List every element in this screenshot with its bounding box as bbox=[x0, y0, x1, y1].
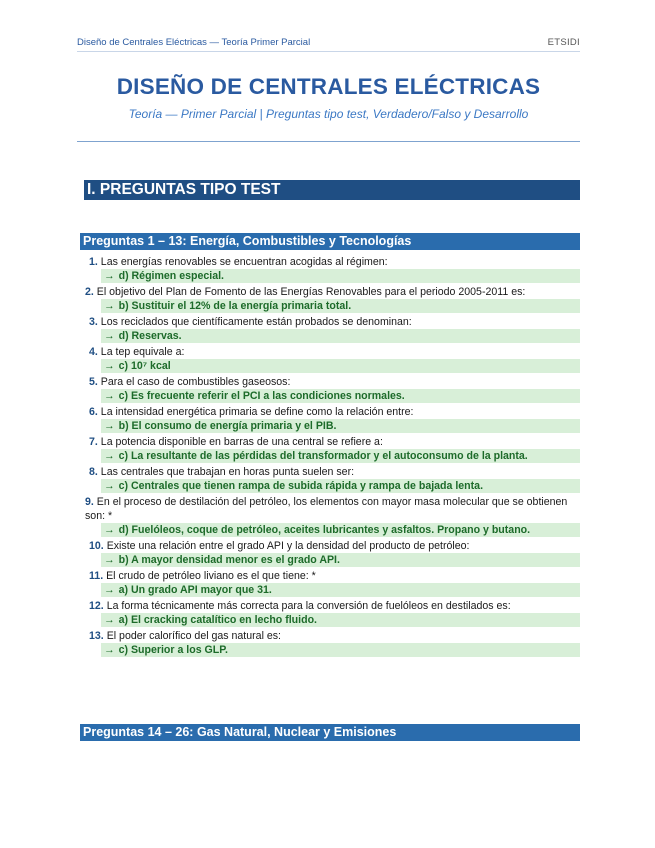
answer-row bbox=[101, 359, 580, 373]
question-text: La intensidad energética primaria se define como la relación entre: bbox=[100, 406, 414, 418]
document-subtitle: Teoría — Primer Parcial | Preguntas tipo test, Verdadero/Falso y Desarrollo bbox=[128, 107, 529, 121]
arrow-icon: → bbox=[104, 360, 115, 372]
answer-row bbox=[101, 419, 580, 433]
answer-row bbox=[101, 269, 580, 283]
answer-row bbox=[101, 583, 580, 597]
question-text: El crudo de petróleo liviano es el que tiene: * bbox=[106, 570, 316, 582]
question-item bbox=[89, 375, 580, 403]
question-text: El poder calorífico del gas natural es: bbox=[106, 630, 281, 642]
answer-text: a) Un grado API mayor que 31. bbox=[118, 584, 272, 596]
answer-row bbox=[101, 553, 580, 567]
arrow-icon: → bbox=[104, 300, 115, 312]
question-text: La potencia disponible en barras de una central se refiere a: bbox=[100, 436, 383, 448]
question-item bbox=[89, 435, 580, 463]
group-heading-2: Preguntas 14 – 26: Gas Natural, Nuclear y Emisiones bbox=[80, 724, 580, 741]
question-item bbox=[85, 285, 580, 313]
question-item bbox=[89, 255, 580, 283]
arrow-icon: → bbox=[104, 524, 115, 536]
arrow-icon: → bbox=[104, 554, 115, 566]
answer-text: d) Régimen especial. bbox=[118, 270, 224, 282]
answer-row bbox=[101, 329, 580, 343]
question-number: 8. bbox=[89, 466, 98, 478]
answer-row bbox=[101, 613, 580, 627]
answer-row bbox=[101, 479, 580, 493]
question-item bbox=[89, 599, 580, 627]
document-title: DISEÑO DE CENTRALES ELÉCTRICAS bbox=[116, 74, 541, 99]
answer-text: a) El cracking catalítico en lecho fluido. bbox=[118, 614, 317, 626]
arrow-icon: → bbox=[104, 644, 115, 656]
answer-row bbox=[101, 449, 580, 463]
question-number: 3. bbox=[89, 316, 98, 328]
answer-text: d) Reservas. bbox=[118, 330, 182, 342]
group-heading-1: Preguntas 1 – 13: Energía, Combustibles y Tecnologías bbox=[80, 233, 580, 250]
answer-row bbox=[101, 299, 580, 313]
arrow-icon: → bbox=[104, 330, 115, 342]
arrow-icon: → bbox=[104, 450, 115, 462]
arrow-icon: → bbox=[104, 480, 115, 492]
question-number: 10. bbox=[89, 540, 104, 552]
section-heading: I. PREGUNTAS TIPO TEST bbox=[84, 180, 580, 200]
question-item bbox=[89, 629, 580, 657]
question-item bbox=[89, 405, 580, 433]
answer-text: c) La resultante de las pérdidas del transformador y el autoconsumo de la planta. bbox=[118, 450, 528, 462]
arrow-icon: → bbox=[104, 420, 115, 432]
arrow-icon: → bbox=[104, 390, 115, 402]
question-text: El objetivo del Plan de Fomento de las Energías Renovables para el periodo 2005-2011 es: bbox=[96, 286, 526, 298]
question-number: 9. bbox=[85, 496, 94, 508]
answer-row bbox=[101, 389, 580, 403]
question-number: 11. bbox=[89, 570, 104, 582]
answer-text: c) Superior a los GLP. bbox=[118, 644, 228, 656]
title-divider bbox=[77, 141, 580, 142]
answer-text: c) Centrales que tienen rampa de subida rápida y rampa de bajada lenta. bbox=[118, 480, 484, 492]
question-item bbox=[89, 345, 580, 373]
question-text: La tep equivale a: bbox=[100, 346, 185, 358]
title-block bbox=[77, 74, 580, 121]
question-number: 2. bbox=[85, 286, 94, 298]
question-text: Los reciclados que científicamente están probados se denominan: bbox=[100, 316, 412, 328]
question-text: Las energías renovables se encuentran acogidas al régimen: bbox=[100, 256, 388, 268]
question-item bbox=[89, 539, 580, 567]
question-item bbox=[89, 315, 580, 343]
question-number: 12. bbox=[89, 600, 104, 612]
answer-text: b) Sustituir el 12% de la energía primaria total. bbox=[118, 300, 352, 312]
question-number: 13. bbox=[89, 630, 104, 642]
question-list bbox=[85, 255, 580, 659]
answer-text: c) 10⁷ kcal bbox=[118, 360, 171, 372]
arrow-icon: → bbox=[104, 584, 115, 596]
question-number: 7. bbox=[89, 436, 98, 448]
running-header-school: ETSIDI bbox=[547, 37, 580, 48]
question-item bbox=[85, 495, 580, 537]
question-number: 5. bbox=[89, 376, 98, 388]
running-header-title: Diseño de Centrales Eléctricas — Teoría Primer Parcial bbox=[77, 37, 311, 48]
question-text: Las centrales que trabajan en horas punta suelen ser: bbox=[100, 466, 355, 478]
answer-text: c) Es frecuente referir el PCI a las condiciones normales. bbox=[118, 390, 405, 402]
question-number: 6. bbox=[89, 406, 98, 418]
answer-text: b) El consumo de energía primaria y el PIB. bbox=[118, 420, 337, 432]
question-text: La forma técnicamente más correcta para la conversión de fuelóleos en destilados es: bbox=[106, 600, 511, 612]
question-number: 1. bbox=[89, 256, 98, 268]
question-item bbox=[89, 569, 580, 597]
question-text: Para el caso de combustibles gaseosos: bbox=[100, 376, 291, 388]
question-text: Existe una relación entre el grado API y la densidad del producto de petróleo: bbox=[106, 540, 470, 552]
answer-text: b) A mayor densidad menor es el grado API. bbox=[118, 554, 340, 566]
question-text: En el proceso de destilación del petróleo, los elementos con mayor masa molecular que se obtienen son: * bbox=[85, 496, 568, 522]
answer-text: d) Fuelóleos, coque de petróleo, aceites lubricantes y asfaltos. Propano y butano. bbox=[118, 524, 531, 536]
answer-row bbox=[101, 643, 580, 657]
answer-row bbox=[101, 523, 580, 537]
arrow-icon: → bbox=[104, 270, 115, 282]
arrow-icon: → bbox=[104, 614, 115, 626]
question-item bbox=[89, 465, 580, 493]
running-header bbox=[77, 37, 580, 52]
question-number: 4. bbox=[89, 346, 98, 358]
